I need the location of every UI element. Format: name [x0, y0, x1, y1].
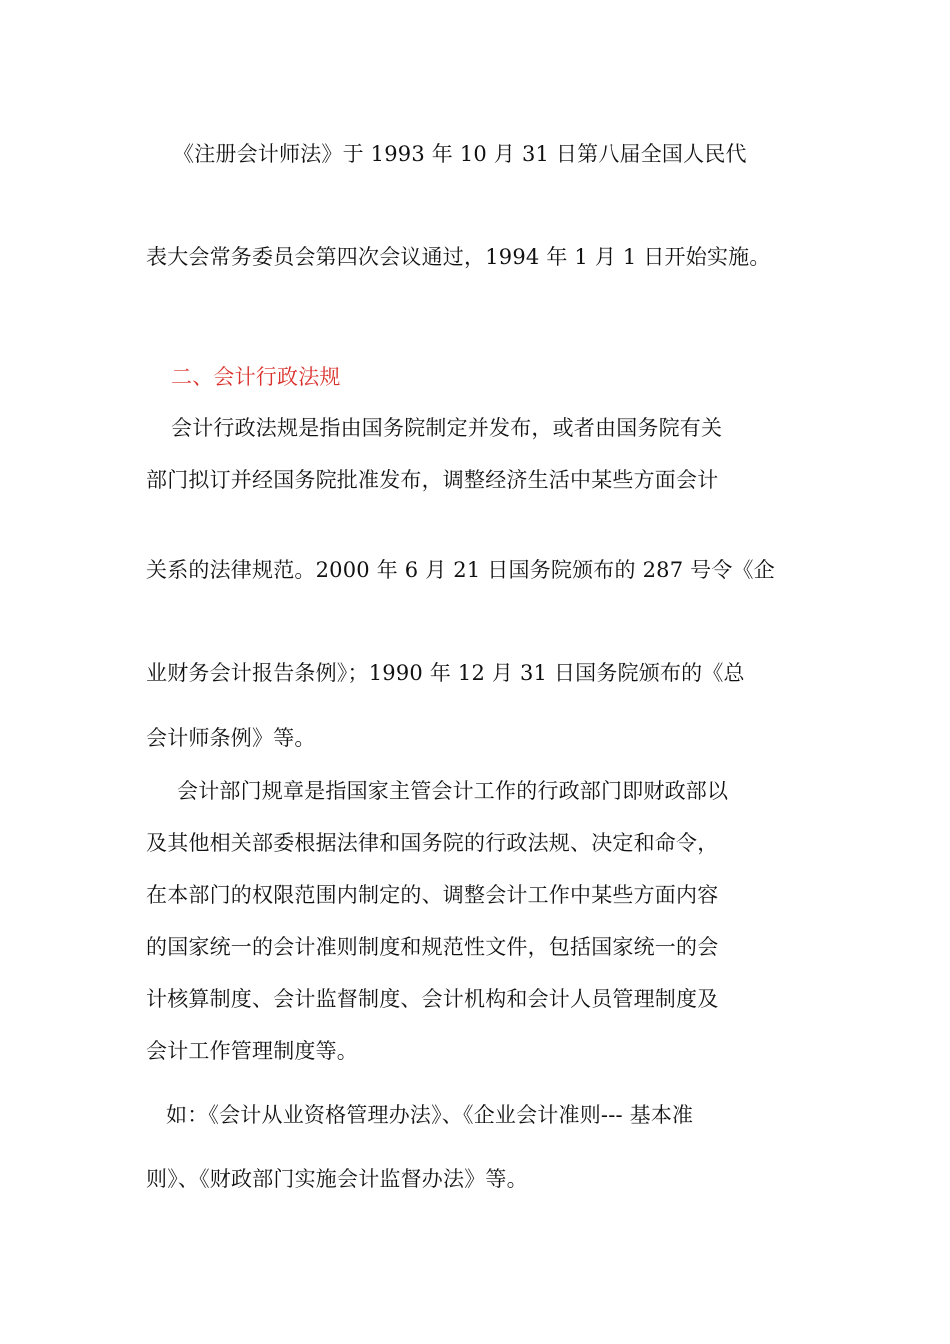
paragraph-regulations-line-3: 关系的法律规范。2000 年 6 月 21 日国务院颁布的 287 号令《企 — [146, 558, 775, 582]
paragraph-rules-line-3: 在本部门的权限范围内制定的、调整会计工作中某些方面内容 — [146, 883, 719, 907]
paragraph-examples-line-2: 则》、《财政部门实施会计监督办法》等。 — [146, 1167, 528, 1191]
paragraph-regulations-line-1: 会计行政法规是指由国务院制定并发布，或者由国务院有关 — [171, 416, 723, 440]
paragraph-rules-line-2: 及其他相关部委根据法律和国务院的行政法规、决定和命令， — [146, 831, 719, 855]
paragraph-examples-line-1: 如：《会计从业资格管理办法》、《企业会计准则--- 基本准 — [166, 1103, 694, 1127]
paragraph-rules-line-4: 的国家统一的会计准则制度和规范性文件，包括国家统一的会 — [146, 935, 719, 959]
paragraph-rules-line-5: 计核算制度、会计监督制度、会计机构和会计人员管理制度及 — [146, 987, 719, 1011]
paragraph-cpa-law-line-1: 《注册会计师法》于 1993 年 10 月 31 日第八届全国人民代 — [173, 142, 747, 166]
paragraph-rules-line-6: 会计工作管理制度等。 — [146, 1039, 358, 1063]
paragraph-regulations-line-2: 部门拟订并经国务院批准发布，调整经济生活中某些方面会计 — [146, 468, 719, 492]
paragraph-rules-line-1: 会计部门规章是指国家主管会计工作的行政部门即财政部以 — [177, 779, 729, 803]
section-heading: 二、会计行政法规 — [171, 365, 341, 389]
paragraph-regulations-line-4: 业财务会计报告条例》；1990 年 12 月 31 日国务院颁布的《总 — [146, 661, 745, 685]
paragraph-cpa-law-line-2: 表大会常务委员会第四次会议通过，1994 年 1 月 1 日开始实施。 — [146, 245, 771, 269]
paragraph-regulations-line-5: 会计师条例》等。 — [146, 726, 316, 750]
